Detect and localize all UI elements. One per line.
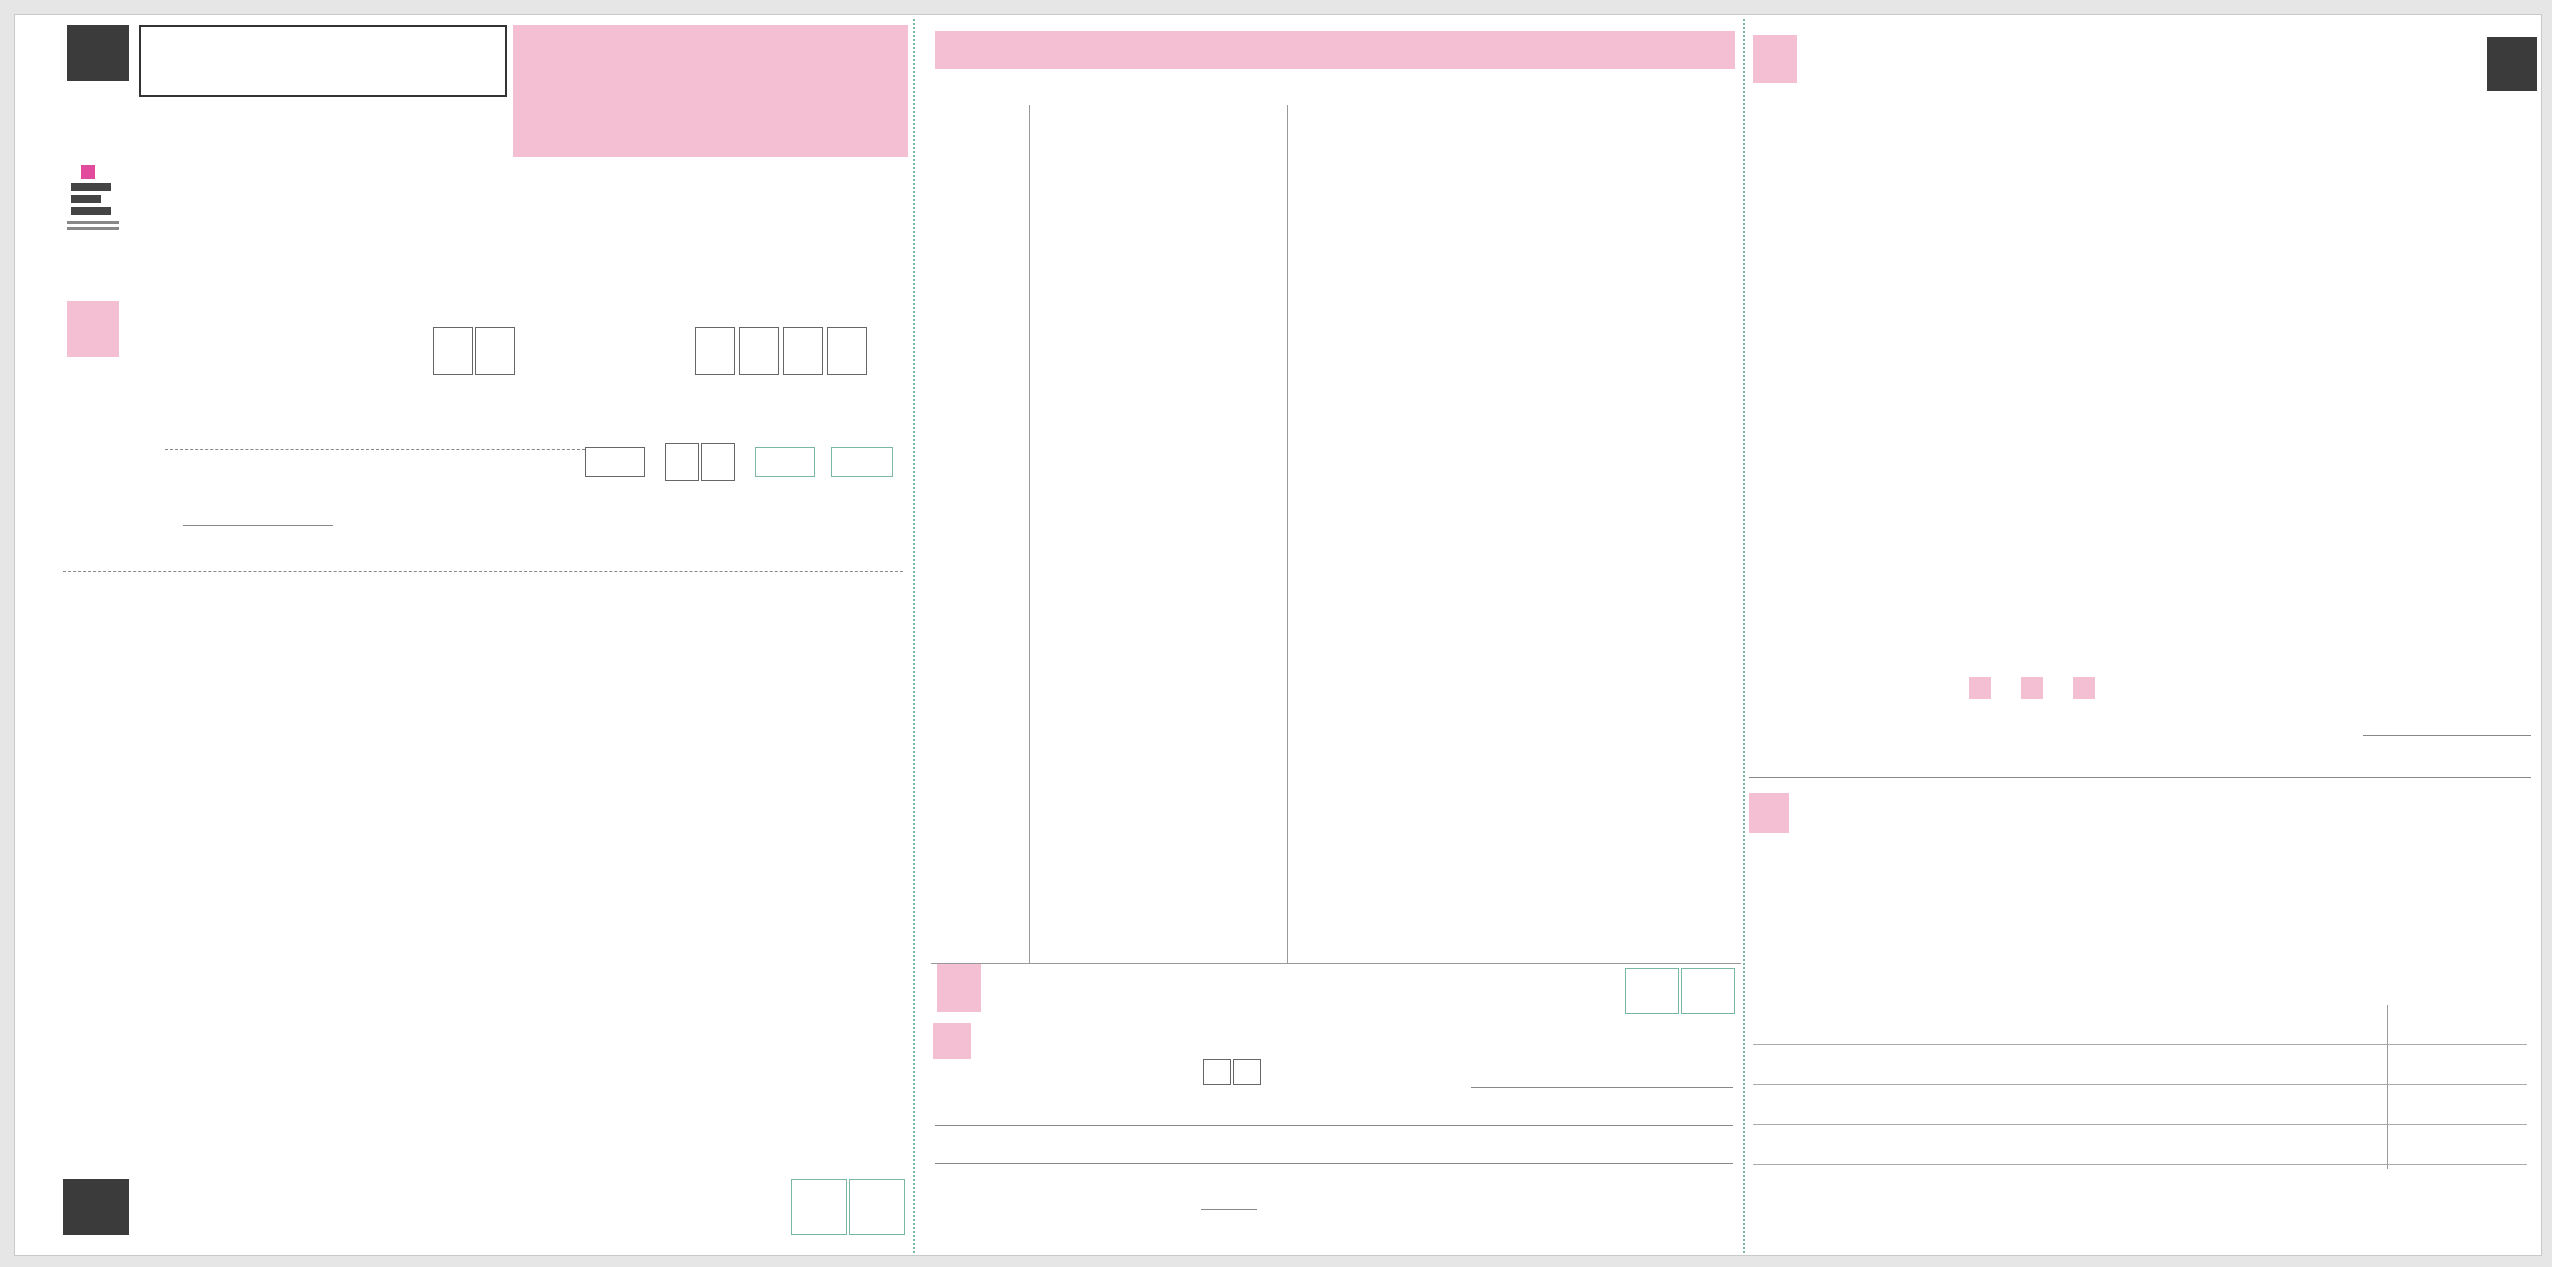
describa-line[interactable] bbox=[935, 1163, 1733, 1164]
seccion-digit[interactable] bbox=[695, 327, 735, 375]
section-11-number bbox=[1753, 35, 1797, 83]
section-9-si-box[interactable] bbox=[1625, 968, 1679, 1014]
section-8-header bbox=[935, 31, 1735, 69]
mesa-role-escrutador-2[interactable] bbox=[1753, 1125, 2527, 1165]
legend-badge bbox=[2073, 677, 2095, 699]
section-10 bbox=[931, 1021, 1741, 1251]
column-right bbox=[1745, 15, 2543, 1257]
section-9 bbox=[931, 963, 1741, 1017]
hojas-line[interactable] bbox=[1201, 1209, 1257, 1210]
contigua-digit[interactable] bbox=[701, 443, 735, 481]
tipo-extra-box[interactable] bbox=[755, 447, 815, 477]
mesa-role-presidente[interactable] bbox=[1753, 1005, 2527, 1045]
section-11-legend bbox=[1969, 677, 2103, 699]
protesta-line[interactable] bbox=[1749, 777, 2531, 778]
describa-line[interactable] bbox=[935, 1125, 1733, 1126]
localidad-line[interactable] bbox=[165, 449, 585, 450]
section-7-si-box[interactable] bbox=[791, 1179, 847, 1235]
section-9-no-box[interactable] bbox=[1681, 968, 1735, 1014]
section-12-number bbox=[1749, 793, 1789, 833]
folio-number bbox=[139, 25, 507, 97]
distrito-digit[interactable] bbox=[433, 327, 473, 375]
hora-line[interactable] bbox=[183, 525, 333, 526]
section-1-number bbox=[67, 301, 119, 357]
column-middle bbox=[915, 15, 1745, 1257]
section-14-number bbox=[1753, 1179, 1793, 1219]
table-divider bbox=[1287, 105, 1288, 963]
institute-logo-icon bbox=[65, 163, 121, 233]
section-10-no-box[interactable] bbox=[1233, 1059, 1261, 1085]
section-7-number bbox=[129, 1179, 169, 1235]
distrito-digit[interactable] bbox=[475, 327, 515, 375]
protesta-line[interactable] bbox=[2363, 735, 2531, 736]
seccion-digit[interactable] bbox=[783, 327, 823, 375]
domicilio-line[interactable] bbox=[63, 571, 903, 572]
table-divider bbox=[1029, 105, 1030, 963]
mesa-role-escrutador-1[interactable] bbox=[1753, 1085, 2527, 1125]
corner-marker bbox=[2487, 37, 2537, 91]
legend-badge bbox=[1969, 677, 1991, 699]
mesa-role-secretario[interactable] bbox=[1753, 1045, 2527, 1085]
tipo-extra-contigua-box[interactable] bbox=[831, 447, 893, 477]
seccion-digit[interactable] bbox=[739, 327, 779, 375]
section-7-number-bg bbox=[63, 1179, 129, 1235]
describa-line[interactable] bbox=[1471, 1087, 1733, 1088]
contigua-digit[interactable] bbox=[665, 443, 699, 481]
acta-sheet bbox=[14, 14, 2542, 1256]
column-left bbox=[15, 15, 915, 1257]
legend-badge bbox=[2021, 677, 2043, 699]
section-11-header bbox=[1753, 35, 2459, 91]
section-7-no-box[interactable] bbox=[849, 1179, 905, 1235]
seccion-digit[interactable] bbox=[827, 327, 867, 375]
section-10-number bbox=[933, 1023, 971, 1059]
tipo-basica-box[interactable] bbox=[585, 447, 645, 477]
corner-marker bbox=[67, 25, 129, 81]
acta-title-box bbox=[513, 25, 908, 157]
section-9-number bbox=[937, 964, 981, 1012]
section-7 bbox=[63, 1175, 909, 1239]
section-10-si-box[interactable] bbox=[1203, 1059, 1231, 1085]
